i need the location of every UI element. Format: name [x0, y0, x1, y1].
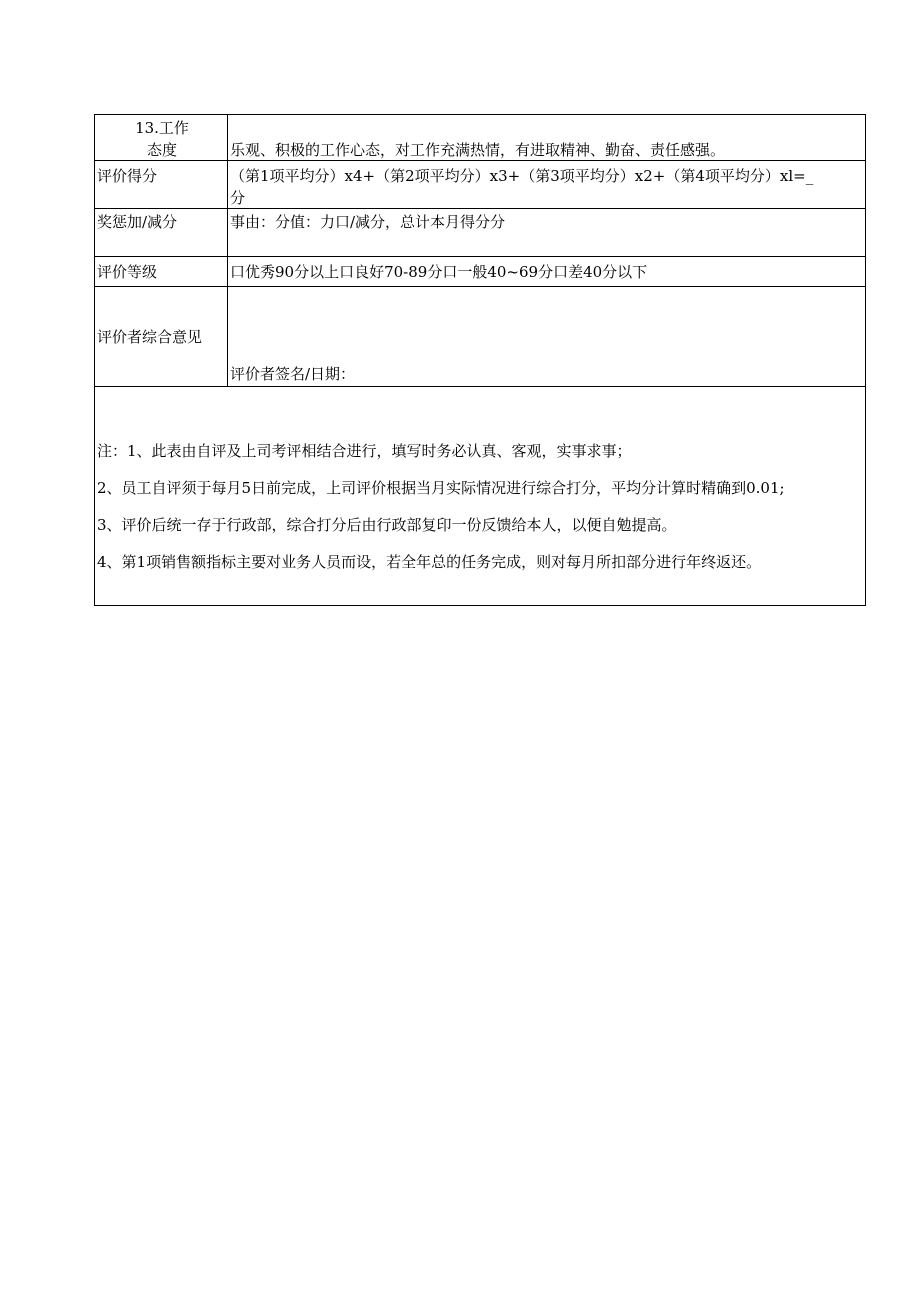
note-item: 注：1、此表由自评及上司考评相结合进行，填写时务必认真、客观，实事求事；	[97, 442, 632, 460]
note-item: 2、员工自评须于每月5日前完成，上司评价根据当月实际情况进行综合打分，平均分计算时精确到0.01;	[97, 479, 785, 497]
rating-level-options: 口优秀90分以上口良好70-89分口一般40~69分口差40分以下	[230, 262, 648, 281]
work-attitude-label-line2: 态度	[146, 141, 177, 159]
evaluator-signature-date: 评价者签名/日期：	[230, 365, 356, 383]
note-item: 4、第1项销售额指标主要对业务人员而设，若全年总的任务完成，则对每月所扣部分进行年终返还。	[97, 553, 762, 571]
score-formula-line2: 分	[230, 189, 246, 207]
work-attitude-row	[95, 115, 865, 161]
rating-level-label: 评价等级	[95, 257, 228, 286]
bonus-penalty-label: 奖惩加/减分	[95, 209, 228, 256]
note-item: 3、评价后统一存于行政部，综合打分后由行政部复印一份反馈给本人，以便自勉提高。	[97, 516, 677, 534]
notes-section	[95, 387, 865, 605]
score-formula-line1: （第1项平均分）x4+（第2项平均分）x3+（第3项平均分）x2+（第4项平均分）xl=_	[230, 167, 814, 185]
notes-list	[95, 433, 865, 605]
score-row	[95, 161, 865, 209]
evaluation-form-table	[94, 114, 866, 606]
bonus-penalty-value: 事由：分值：力口/减分，总计本月得分分	[230, 213, 506, 231]
work-attitude-label-line1: 13.工作	[135, 119, 189, 137]
score-formula	[228, 161, 865, 208]
bonus-penalty-row	[95, 209, 865, 257]
evaluator-opinion-row	[95, 287, 865, 387]
score-label: 评价得分	[95, 161, 228, 208]
evaluator-opinion-label: 评价者综合意见	[95, 287, 228, 386]
work-attitude-description: 乐观、积极的工作心态，对工作充满热情，有进取精神、勤奋、责任感强。	[230, 141, 726, 159]
work-attitude-label	[95, 115, 228, 160]
rating-level-row	[95, 257, 865, 287]
